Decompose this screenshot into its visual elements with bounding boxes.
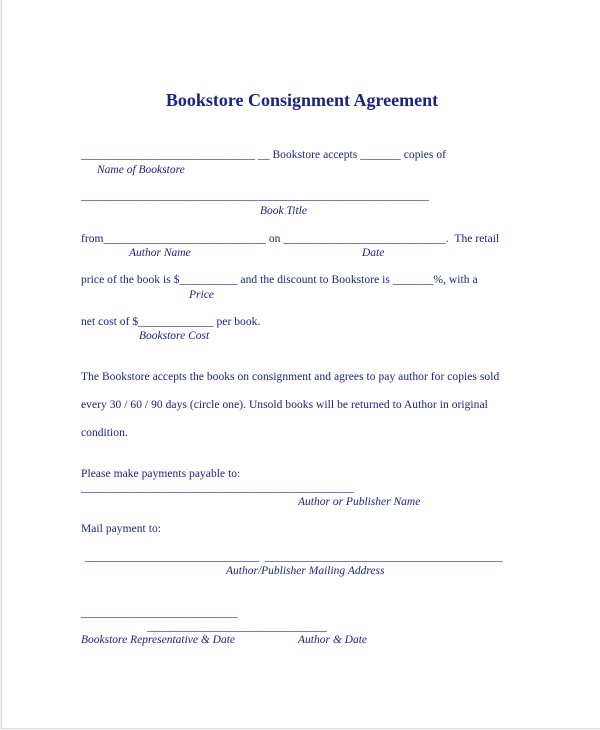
document-page xyxy=(1,0,600,729)
author-signature-line: _______________________________ xyxy=(147,621,327,633)
date-label: Date xyxy=(362,247,385,259)
document-title: Bookstore Consignment Agreement xyxy=(165,90,439,110)
author-signature-label: Author & Date xyxy=(298,634,367,646)
payee-line: _______________________________________________ xyxy=(81,482,354,494)
payee-label: Author or Publisher Name xyxy=(298,496,421,508)
price-label: Price xyxy=(189,289,214,301)
bookstore-name-line: ______________________________ __ Bookstore accepts _______ copies of xyxy=(81,149,447,161)
book-title-line: ____________________________________________________________ xyxy=(81,190,429,202)
bookstore-cost-label: Bookstore Cost xyxy=(139,330,210,342)
net-cost-line: net cost of $_____________ per book. xyxy=(81,316,261,328)
payments-heading: Please make payments payable to: xyxy=(81,468,241,480)
terms-paragraph-line-2: every 30 / 60 / 90 days (circle one). Unsold books will be returned to Author in original xyxy=(81,399,488,411)
terms-paragraph-line-3: condition. xyxy=(81,427,128,439)
book-title-label: Book Title xyxy=(260,205,307,217)
price-discount-line: price of the book is $__________ and the discount to Bookstore is _______%, with a xyxy=(81,274,478,286)
bookstore-name-label: Name of Bookstore xyxy=(97,164,185,176)
bookstore-signature-label: Bookstore Representative & Date xyxy=(81,634,236,646)
terms-paragraph-line-1: The Bookstore accepts the books on consignment and agrees to pay author for copies sold xyxy=(81,371,500,383)
mail-heading: Mail payment to: xyxy=(81,523,162,535)
mailing-address-label: Author/Publisher Mailing Address xyxy=(226,565,385,577)
author-name-label: Author Name xyxy=(129,247,191,259)
bookstore-signature-line: ___________________________ xyxy=(81,607,238,619)
mailing-address-line: ______________________________ _________________________________________ xyxy=(85,551,503,563)
author-date-line: from____________________________ on ____________________________. The retail xyxy=(81,233,500,245)
